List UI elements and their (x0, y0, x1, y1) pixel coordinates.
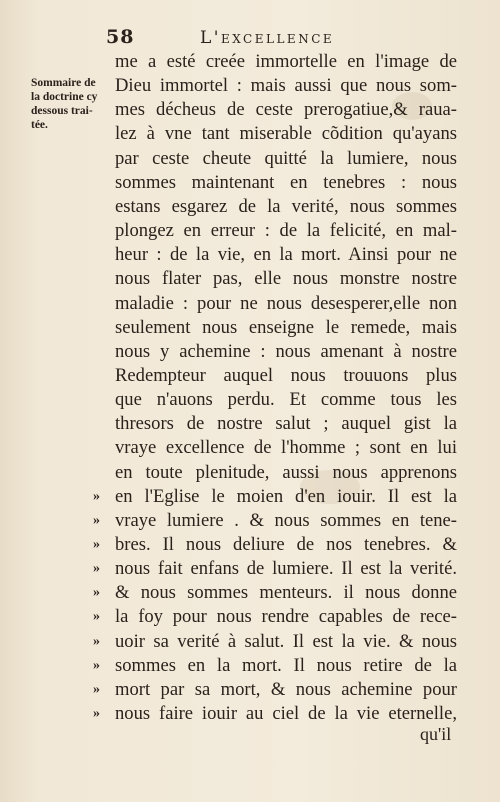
line-text: en l'Eglise le moien d'en iouir. Il est la (115, 485, 457, 507)
text-line (93, 605, 457, 629)
line-text: heur : de la vie, en la mort. Ainsi pour ne (115, 244, 457, 266)
line-text: bres. Il nous deliure de nos tenebres. & (115, 534, 457, 555)
text-line (115, 340, 457, 364)
line-text: maladie : pour ne nous desesperer,elle non (115, 292, 457, 314)
line-text: plongez en erreur : de la felicité, en mal- (115, 220, 457, 242)
text-line (115, 267, 457, 291)
line-text: lez à vne tant miserable cõdition qu'ayans (115, 123, 457, 145)
text-line (115, 195, 457, 219)
line-text: mes décheus de ceste prerogatiue,& raua- (115, 99, 457, 121)
line-text: & nous sommes menteurs. il nous donne (115, 582, 457, 604)
text-line (115, 243, 457, 267)
line-text: par ceste cheute quitté la lumiere, nous (115, 147, 457, 169)
quotation-marker: » (93, 488, 100, 504)
line-text: nous faire iouir au ciel de la vie eternelle, (115, 703, 457, 725)
quotation-marker: » (93, 561, 100, 577)
text-line (93, 557, 457, 581)
text-line (115, 74, 457, 98)
quotation-marker: » (93, 585, 100, 601)
quotation-marker: » (93, 537, 100, 552)
line-text: mort par sa mort, & nous achemine pour (115, 678, 457, 700)
catchword: qu'il (420, 724, 452, 744)
quotation-marker: » (93, 706, 100, 722)
text-line (93, 581, 457, 605)
text-line (115, 436, 457, 460)
line-text: que n'auons perdu. Et comme tous les (115, 389, 457, 411)
margin-note: Sommaire de la doctrine cy dessous trai- tée. (31, 77, 98, 131)
text-line (93, 654, 457, 678)
text-line (115, 122, 457, 146)
line-text: sommes en la mort. Il nous retire de la (115, 654, 457, 676)
text-line (115, 461, 457, 485)
line-text: vraye lumiere . & nous sommes en tene- (115, 509, 457, 531)
text-line (115, 50, 457, 74)
line-text: Dieu immortel : mais aussi que nous som- (115, 75, 457, 97)
line-text: nous flater pas, elle nous monstre nostre (115, 268, 457, 290)
text-line (115, 412, 457, 436)
text-line (93, 678, 457, 702)
line-text: uoir sa verité à salut. Il est la vie. & nous (115, 630, 457, 652)
line-text: thresors de nostre salut ; auquel gist la (115, 413, 457, 435)
line-text: sommes maintenant en tenebres : nous (115, 171, 457, 193)
line-text: la foy pour nous rendre capables de rece- (115, 606, 457, 628)
quotation-marker: » (93, 681, 100, 697)
line-text: en toute plenitude, aussi nous apprenons (115, 461, 457, 483)
line-text: estans esgarez de la verité, nous sommes (115, 195, 457, 217)
quotation-marker: » (93, 609, 100, 625)
text-line (115, 171, 457, 195)
text-line (93, 702, 457, 726)
quotation-marker: » (93, 633, 100, 649)
quotation-marker: » (93, 512, 100, 528)
line-text: vraye excellence de l'homme ; sont en lui (115, 437, 457, 459)
text-line (115, 292, 457, 316)
text-line (93, 485, 457, 509)
text-line (115, 219, 457, 243)
line-text: nous y achemine : nous amenant à nostre (115, 340, 457, 362)
text-line (93, 533, 457, 557)
page-number: 58 (106, 26, 135, 48)
text-line (115, 147, 457, 171)
line-text: nous fait enfans de lumiere. Il est la verité. (115, 558, 457, 580)
text-line (115, 364, 457, 388)
text-line (115, 316, 457, 340)
quotation-marker: » (93, 657, 100, 673)
text-line (115, 98, 457, 122)
running-title: L'excellence (200, 28, 335, 48)
text-line (115, 388, 457, 412)
line-text: Redempteur auquel nous trouuons plus (115, 364, 457, 386)
text-line (93, 509, 457, 533)
line-text: seulement nous enseigne le remede, mais (115, 316, 457, 338)
text-line (93, 630, 457, 654)
line-text: me a esté creée immortelle en l'image de (115, 51, 457, 72)
